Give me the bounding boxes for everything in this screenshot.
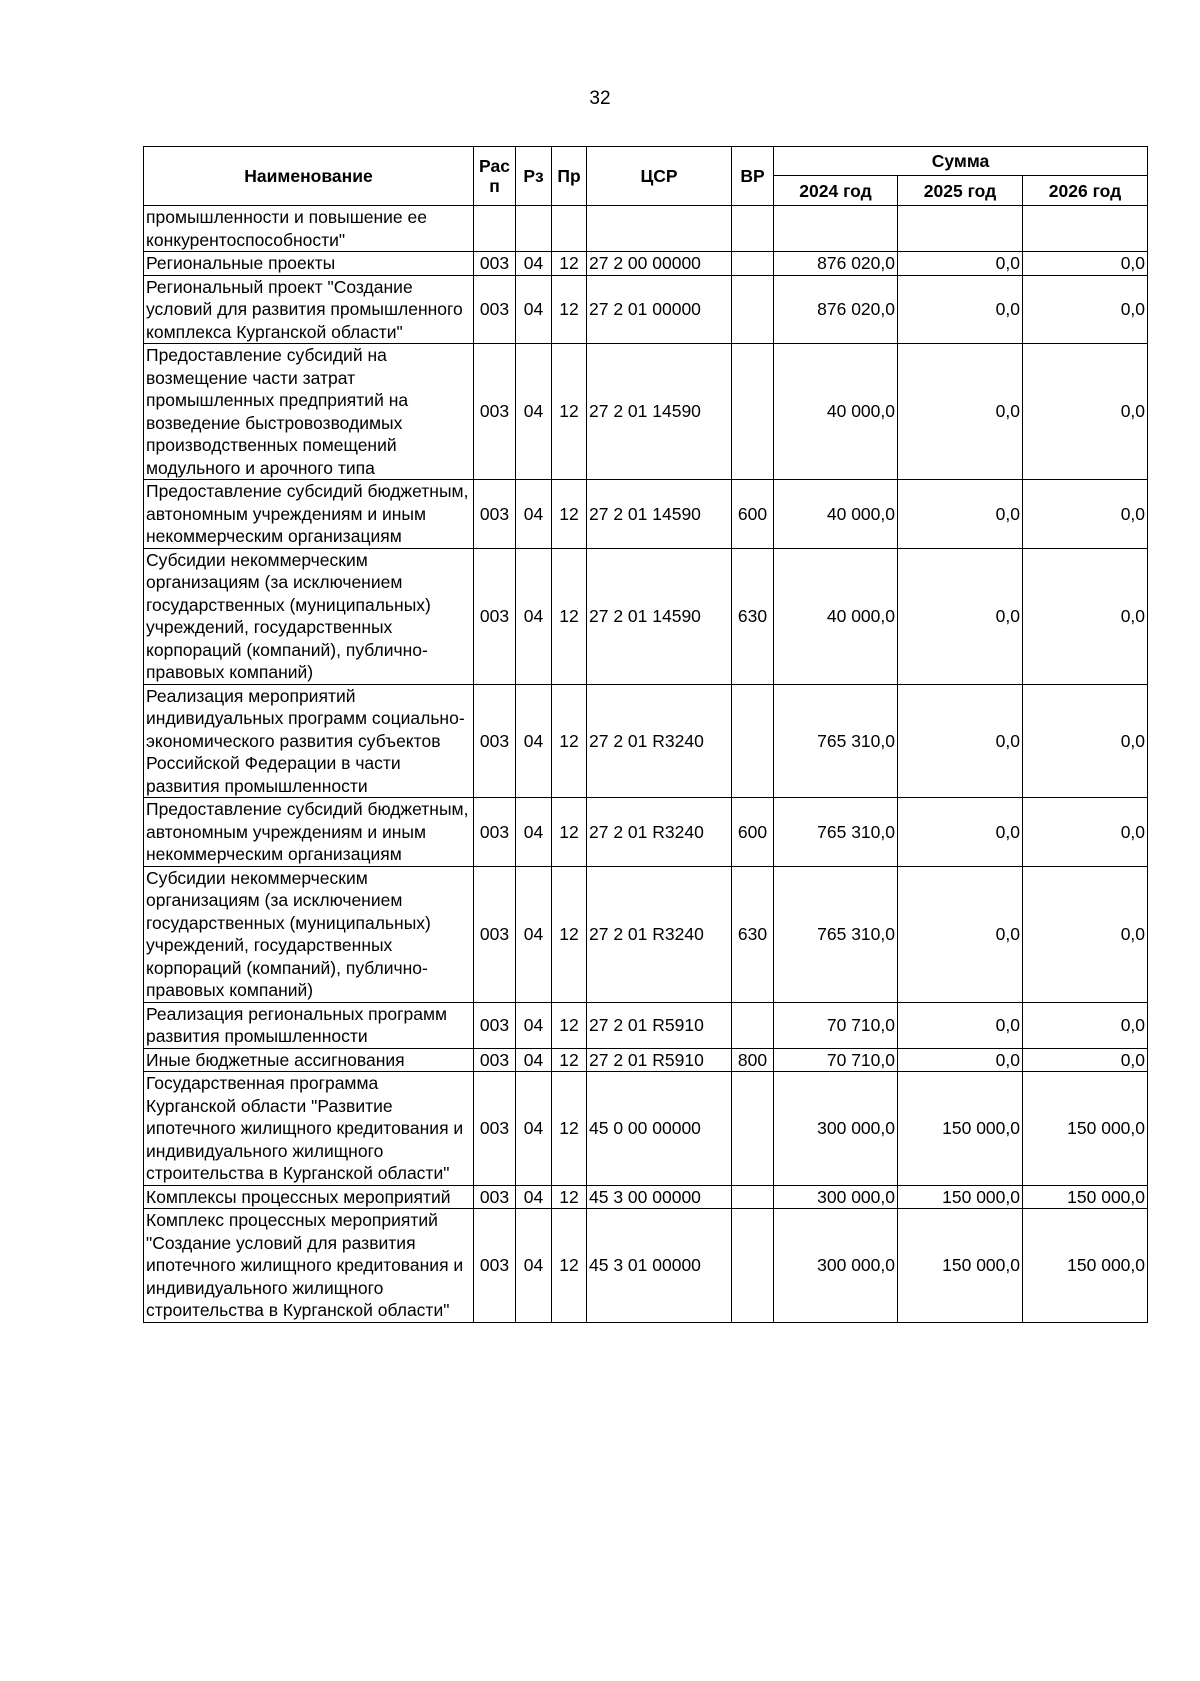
- row-name: Предоставление субсидий бюджетным, автономным учреждениям и иным некоммерческим организациям: [144, 480, 474, 549]
- row-name: Реализация мероприятий индивидуальных программ социально-экономического развития субъектов Российской Федерации в части развития промышленности: [144, 684, 474, 798]
- row-sum-2024: 765 310,0: [774, 684, 898, 798]
- row-pr: 12: [552, 1072, 587, 1186]
- row-rasp: 003: [474, 480, 516, 549]
- row-pr: [552, 206, 587, 252]
- row-pr: 12: [552, 548, 587, 684]
- header-vr: ВР: [732, 147, 774, 206]
- row-csr: 27 2 01 R3240: [587, 684, 732, 798]
- header-csr: ЦСР: [587, 147, 732, 206]
- row-csr: [587, 206, 732, 252]
- row-rz: 04: [516, 866, 552, 1002]
- row-sum-2025: 0,0: [898, 684, 1023, 798]
- row-sum-2025: 150 000,0: [898, 1185, 1023, 1209]
- row-sum-2026: 0,0: [1023, 1002, 1148, 1048]
- row-sum-2025: 0,0: [898, 1002, 1023, 1048]
- table-row: [144, 344, 1148, 480]
- table-row: [144, 1185, 1148, 1209]
- row-sum-2024: 300 000,0: [774, 1209, 898, 1323]
- row-sum-2024: 70 710,0: [774, 1048, 898, 1072]
- row-sum-2025: 0,0: [898, 798, 1023, 867]
- header-year-2025: 2025 год: [898, 176, 1023, 206]
- table-row: [144, 1209, 1148, 1323]
- row-rasp: 003: [474, 275, 516, 344]
- table-row: [144, 1002, 1148, 1048]
- row-sum-2025: 0,0: [898, 1048, 1023, 1072]
- row-vr: [732, 1185, 774, 1209]
- row-vr: 630: [732, 548, 774, 684]
- row-pr: 12: [552, 275, 587, 344]
- row-vr: 600: [732, 480, 774, 549]
- row-rz: 04: [516, 480, 552, 549]
- row-pr: 12: [552, 1209, 587, 1323]
- row-sum-2024: 300 000,0: [774, 1185, 898, 1209]
- row-sum-2026: 0,0: [1023, 684, 1148, 798]
- row-sum-2026: 0,0: [1023, 866, 1148, 1002]
- row-sum-2026: [1023, 206, 1148, 252]
- row-pr: 12: [552, 344, 587, 480]
- row-name: Комплексы процессных мероприятий: [144, 1185, 474, 1209]
- row-sum-2025: [898, 206, 1023, 252]
- row-name: Реализация региональных программ развития промышленности: [144, 1002, 474, 1048]
- row-sum-2026: 150 000,0: [1023, 1209, 1148, 1323]
- row-rasp: 003: [474, 1002, 516, 1048]
- row-name: Предоставление субсидий бюджетным, автономным учреждениям и иным некоммерческим организациям: [144, 798, 474, 867]
- row-sum-2025: 0,0: [898, 275, 1023, 344]
- row-rz: 04: [516, 1048, 552, 1072]
- row-sum-2026: 0,0: [1023, 344, 1148, 480]
- row-sum-2025: 150 000,0: [898, 1072, 1023, 1186]
- row-vr: 800: [732, 1048, 774, 1072]
- table-row: [144, 1048, 1148, 1072]
- row-sum-2024: 70 710,0: [774, 1002, 898, 1048]
- header-name: Наименование: [144, 147, 474, 206]
- header-year-2026: 2026 год: [1023, 176, 1148, 206]
- row-rasp: 003: [474, 684, 516, 798]
- row-rasp: 003: [474, 548, 516, 684]
- row-vr: [732, 684, 774, 798]
- table-row: [144, 206, 1148, 252]
- row-sum-2024: 765 310,0: [774, 866, 898, 1002]
- table-header-row: [144, 147, 1148, 176]
- row-rasp: 003: [474, 1185, 516, 1209]
- header-year-2024: 2024 год: [774, 176, 898, 206]
- table-row: [144, 252, 1148, 276]
- row-vr: [732, 1209, 774, 1323]
- row-sum-2026: 0,0: [1023, 275, 1148, 344]
- row-vr: [732, 252, 774, 276]
- row-name: Субсидии некоммерческим организациям (за исключением государственных (муниципальных) учреждений, государственных корпораций (компаний), публично-правовых компаний): [144, 548, 474, 684]
- row-sum-2026: 0,0: [1023, 548, 1148, 684]
- row-sum-2026: 0,0: [1023, 1048, 1148, 1072]
- row-sum-2024: 40 000,0: [774, 548, 898, 684]
- row-pr: 12: [552, 798, 587, 867]
- row-rasp: 003: [474, 1209, 516, 1323]
- row-name: Региональный проект "Создание условий для развития промышленного комплекса Курганской области": [144, 275, 474, 344]
- header-pr: Пр: [552, 147, 587, 206]
- row-csr: 27 2 01 R3240: [587, 798, 732, 867]
- row-csr: 45 3 01 00000: [587, 1209, 732, 1323]
- header-sum: Сумма: [774, 147, 1148, 176]
- row-name: промышленности и повышение ее конкурентоспособности": [144, 206, 474, 252]
- row-sum-2024: 876 020,0: [774, 252, 898, 276]
- row-vr: [732, 344, 774, 480]
- row-rasp: 003: [474, 1072, 516, 1186]
- row-sum-2026: 150 000,0: [1023, 1072, 1148, 1186]
- table-row: [144, 548, 1148, 684]
- row-csr: 27 2 00 00000: [587, 252, 732, 276]
- row-vr: [732, 206, 774, 252]
- row-sum-2025: 0,0: [898, 344, 1023, 480]
- row-rz: 04: [516, 548, 552, 684]
- table-row: [144, 1072, 1148, 1186]
- row-pr: 12: [552, 252, 587, 276]
- table-row: [144, 275, 1148, 344]
- row-name: Иные бюджетные ассигнования: [144, 1048, 474, 1072]
- row-sum-2026: 0,0: [1023, 252, 1148, 276]
- row-sum-2026: 0,0: [1023, 798, 1148, 867]
- row-name: Комплекс процессных мероприятий "Создание условий для развития ипотечного жилищного кредитования и индивидуального жилищного строительства в Курганской области": [144, 1209, 474, 1323]
- row-sum-2024: 876 020,0: [774, 275, 898, 344]
- row-sum-2025: 150 000,0: [898, 1209, 1023, 1323]
- row-sum-2026: 0,0: [1023, 480, 1148, 549]
- row-sum-2024: [774, 206, 898, 252]
- row-csr: 27 2 01 14590: [587, 480, 732, 549]
- row-name: Региональные проекты: [144, 252, 474, 276]
- header-rz: Рз: [516, 147, 552, 206]
- row-sum-2024: 40 000,0: [774, 344, 898, 480]
- row-pr: 12: [552, 1048, 587, 1072]
- row-name: Субсидии некоммерческим организациям (за исключением государственных (муниципальных) учреждений, государственных корпораций (компаний), публично-правовых компаний): [144, 866, 474, 1002]
- row-pr: 12: [552, 1002, 587, 1048]
- row-sum-2024: 40 000,0: [774, 480, 898, 549]
- row-rz: 04: [516, 275, 552, 344]
- row-csr: 45 3 00 00000: [587, 1185, 732, 1209]
- row-rz: 04: [516, 1002, 552, 1048]
- row-csr: 27 2 01 00000: [587, 275, 732, 344]
- row-rasp: 003: [474, 252, 516, 276]
- row-sum-2024: 765 310,0: [774, 798, 898, 867]
- row-pr: 12: [552, 480, 587, 549]
- row-rasp: 003: [474, 1048, 516, 1072]
- row-rz: 04: [516, 684, 552, 798]
- row-sum-2025: 0,0: [898, 548, 1023, 684]
- row-vr: [732, 275, 774, 344]
- row-rz: 04: [516, 798, 552, 867]
- row-pr: 12: [552, 684, 587, 798]
- row-pr: 12: [552, 866, 587, 1002]
- row-sum-2025: 0,0: [898, 866, 1023, 1002]
- row-vr: 630: [732, 866, 774, 1002]
- row-name: Государственная программа Курганской области "Развитие ипотечного жилищного кредитования и индивидуального жилищного строительства в Курганской области": [144, 1072, 474, 1186]
- row-csr: 27 2 01 14590: [587, 344, 732, 480]
- row-sum-2026: 150 000,0: [1023, 1185, 1148, 1209]
- row-rasp: [474, 206, 516, 252]
- table-body: [144, 206, 1148, 1323]
- row-csr: 27 2 01 14590: [587, 548, 732, 684]
- row-name: Предоставление субсидий на возмещение части затрат промышленных предприятий на возведение быстровозводимых производственных помещений модульного и арочного типа: [144, 344, 474, 480]
- row-csr: 27 2 01 R5910: [587, 1002, 732, 1048]
- row-csr: 27 2 01 R3240: [587, 866, 732, 1002]
- row-sum-2025: 0,0: [898, 252, 1023, 276]
- table-row: [144, 684, 1148, 798]
- budget-table: [143, 146, 1148, 1323]
- table-row: [144, 798, 1148, 867]
- table-row: [144, 866, 1148, 1002]
- header-rasp: Рас п: [474, 147, 516, 206]
- row-sum-2024: 300 000,0: [774, 1072, 898, 1186]
- row-vr: [732, 1072, 774, 1186]
- row-rasp: 003: [474, 798, 516, 867]
- page-number: 32: [589, 88, 611, 109]
- row-rz: 04: [516, 1185, 552, 1209]
- row-sum-2025: 0,0: [898, 480, 1023, 549]
- row-rz: 04: [516, 252, 552, 276]
- row-rz: 04: [516, 1072, 552, 1186]
- table-row: [144, 480, 1148, 549]
- row-rasp: 003: [474, 344, 516, 480]
- row-rasp: 003: [474, 866, 516, 1002]
- row-rz: [516, 206, 552, 252]
- row-csr: 27 2 01 R5910: [587, 1048, 732, 1072]
- row-csr: 45 0 00 00000: [587, 1072, 732, 1186]
- row-rz: 04: [516, 344, 552, 480]
- row-rz: 04: [516, 1209, 552, 1323]
- row-vr: [732, 1002, 774, 1048]
- row-pr: 12: [552, 1185, 587, 1209]
- row-vr: 600: [732, 798, 774, 867]
